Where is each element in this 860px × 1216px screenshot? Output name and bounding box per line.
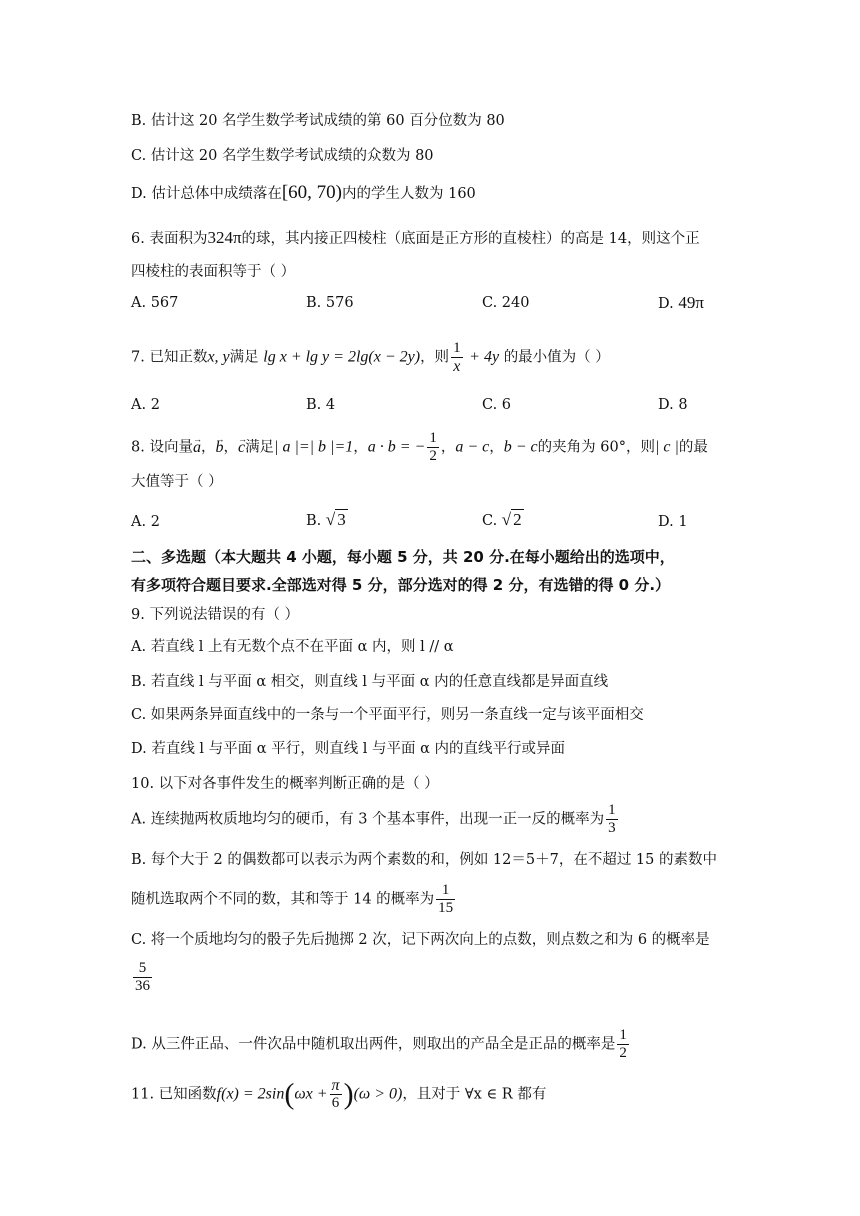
q10-c-fraction: $\frac{5}{36}$ bbox=[135, 960, 150, 994]
q7-mid: 满足 bbox=[229, 349, 259, 366]
q10-b-text: 随机选取两个不同的数，其和等于 14 的概率为 bbox=[131, 891, 435, 908]
q6-area: 324π bbox=[207, 228, 242, 247]
q10-option-c-line1: C. 将一个质地均匀的骰子先后抛掷 2 次，记下两次向上的点数，则点数之和为 6 的概率是 bbox=[131, 932, 710, 948]
q6-stem bbox=[131, 228, 700, 249]
q6-option-c: C. 240 bbox=[482, 295, 530, 311]
q8-cond: 满足 bbox=[245, 439, 275, 456]
q6-option-b: B. 576 bbox=[306, 295, 354, 311]
q7-fraction: $\frac{1}{x}$ bbox=[453, 340, 461, 375]
q10-stem: 10. 以下对各事件发生的概率判断正确的是（ ） bbox=[131, 776, 439, 792]
q7-option-b: B. 4 bbox=[306, 397, 336, 413]
q9-option-a: A. 若直线 l 上有无数个点不在平面 α 内，则 l // α bbox=[131, 639, 454, 655]
vector-b: → b bbox=[215, 438, 223, 458]
q8-post: 的夹角为 60°，则 bbox=[537, 439, 655, 456]
q6-pre: 6. 表面积为 bbox=[131, 231, 208, 247]
q11-fraction: $\frac{\pi}{6}$ bbox=[331, 1077, 340, 1111]
q6-post: 的球，其内接正四棱柱（底面是正方形的直棱柱）的高是 14，则这个正 bbox=[241, 231, 700, 247]
q7-option-c: C. 6 bbox=[482, 397, 512, 413]
q5-d-interval: [60, 70) bbox=[281, 182, 342, 203]
q8-stem-line2: 大值等于（ ） bbox=[131, 474, 223, 490]
q8-c-sqrt: √ 2 bbox=[501, 510, 522, 529]
q5-option-d bbox=[131, 183, 476, 204]
q9-option-c: C. 如果两条异面直线中的一条与一个平面平行，则另一条直线一定与该平面相交 bbox=[131, 707, 644, 723]
q7-equation: lg x + lg y = 2lg(x − 2y) bbox=[263, 348, 421, 366]
q7-stem bbox=[131, 340, 610, 375]
q8-stem: 8. 设向量→ a，→ b，→ c满足| a |=| b |=1，a · b = − $\frac{1}{2}$ ，a − c，b − c的夹角为 60°，则| c |的最 bbox=[131, 430, 708, 465]
q11-post: ，且对于 ∀x ∈ R 都有 bbox=[402, 1086, 547, 1103]
section-heading-line1: 二、多选题（本大题共 4 小题，每小题 5 分，共 20 分.在每小题给出的选项中， bbox=[131, 548, 675, 566]
q10-option-b-line2 bbox=[131, 882, 457, 917]
vector-c: → c bbox=[238, 438, 245, 458]
q6-option-a: A. 567 bbox=[131, 295, 179, 311]
q7-plus-term: + 4y bbox=[469, 348, 500, 366]
q7-option-a: A. 2 bbox=[131, 397, 160, 413]
q7-post: 的最小值为（ ） bbox=[503, 349, 610, 366]
q9-stem: 9. 下列说法错误的有（ ） bbox=[131, 607, 300, 623]
q7-pre: 7. 已知正数 bbox=[131, 349, 208, 366]
q10-option-a bbox=[131, 802, 620, 837]
q10-a-fraction: $\frac{1}{3}$ bbox=[608, 802, 616, 836]
q8-option-b bbox=[306, 510, 348, 531]
vector-a: → a bbox=[193, 438, 201, 458]
q11-right-paren: ) bbox=[343, 1077, 354, 1111]
q9-option-b: B. 若直线 l 与平面 α 相交，则直线 l 与平面 α 内的任意直线都是异面直线 bbox=[131, 674, 609, 690]
q5-d-suffix: 内的学生人数为 160 bbox=[341, 186, 476, 202]
q8-option-a: A. 2 bbox=[131, 514, 160, 530]
q7-vars: x, y bbox=[207, 348, 230, 366]
q9-option-d: D. 若直线 l 与平面 α 平行，则直线 l 与平面 α 内的直线平行或异面 bbox=[131, 741, 566, 757]
q5-option-c: C. 估计这 20 名学生数学考试成绩的众数为 80 bbox=[131, 148, 434, 164]
q10-option-d bbox=[131, 1027, 631, 1062]
q11-pre: 11. 已知函数 bbox=[131, 1086, 217, 1103]
q10-d-text: D. 从三件正品、一件次品中随机取出两件，则取出的产品全是正品的概率是 bbox=[131, 1036, 616, 1053]
q11-cond: (ω > 0) bbox=[353, 1085, 403, 1103]
q10-option-b-line1: B. 每个大于 2 的偶数都可以表示为两个素数的和，例如 12＝5＋7，在不超过 15 的素数中 bbox=[131, 852, 717, 868]
q6-d-value: 49π bbox=[678, 293, 704, 312]
q10-a-text: A. 连续抛两枚质地均匀的硬币，有 3 个基本事件，出现一正一反的概率为 bbox=[131, 811, 605, 828]
q8-dot: a · b = − bbox=[367, 438, 426, 456]
q5-option-b: B. 估计这 20 名学生数学考试成绩的第 60 百分位数为 80 bbox=[131, 113, 505, 129]
q10-b-fraction: $\frac{1}{15}$ bbox=[438, 882, 454, 916]
q11-left-paren: ( bbox=[284, 1077, 295, 1111]
section-heading-line2: 有多项符合题目要求.全部选对得 5 分，部分选对的得 2 分，有选错的得 0 分.） bbox=[131, 576, 671, 594]
q6-option-d bbox=[658, 293, 704, 314]
q8-option-d: D. 1 bbox=[658, 514, 688, 530]
q7-option-d: D. 8 bbox=[658, 397, 688, 413]
q6-d-label: D. bbox=[658, 296, 674, 312]
q7-then: ，则 bbox=[420, 349, 450, 366]
q8-tail: 的最 bbox=[678, 439, 708, 456]
q8-abs-eq: | a |=| b |=1 bbox=[274, 438, 354, 456]
q11-stem bbox=[131, 1077, 546, 1112]
q11-arg: ωx + bbox=[294, 1085, 328, 1103]
q11-fx: f(x) = 2sin bbox=[216, 1085, 285, 1103]
q8-b-label: B. bbox=[306, 513, 322, 529]
q5-d-prefix: D. 估计总体中成绩落在 bbox=[131, 186, 282, 202]
q8-diff1: a − c bbox=[455, 438, 490, 456]
q10-option-c-fraction-line bbox=[131, 960, 154, 995]
q8-option-c bbox=[482, 510, 524, 531]
q10-d-fraction: $\frac{1}{2}$ bbox=[619, 1027, 627, 1061]
q8-pre: 8. 设向量 bbox=[131, 439, 193, 456]
q8-abs-c: | c | bbox=[654, 438, 679, 456]
q8-diff2: b − c bbox=[503, 438, 538, 456]
q6-stem-line2: 四棱柱的表面积等于（ ） bbox=[131, 264, 296, 280]
q8-b-sqrt: √ 3 bbox=[325, 510, 346, 529]
q8-fraction: $\frac{1}{2}$ bbox=[429, 430, 437, 464]
q8-c-label: C. bbox=[482, 513, 498, 529]
